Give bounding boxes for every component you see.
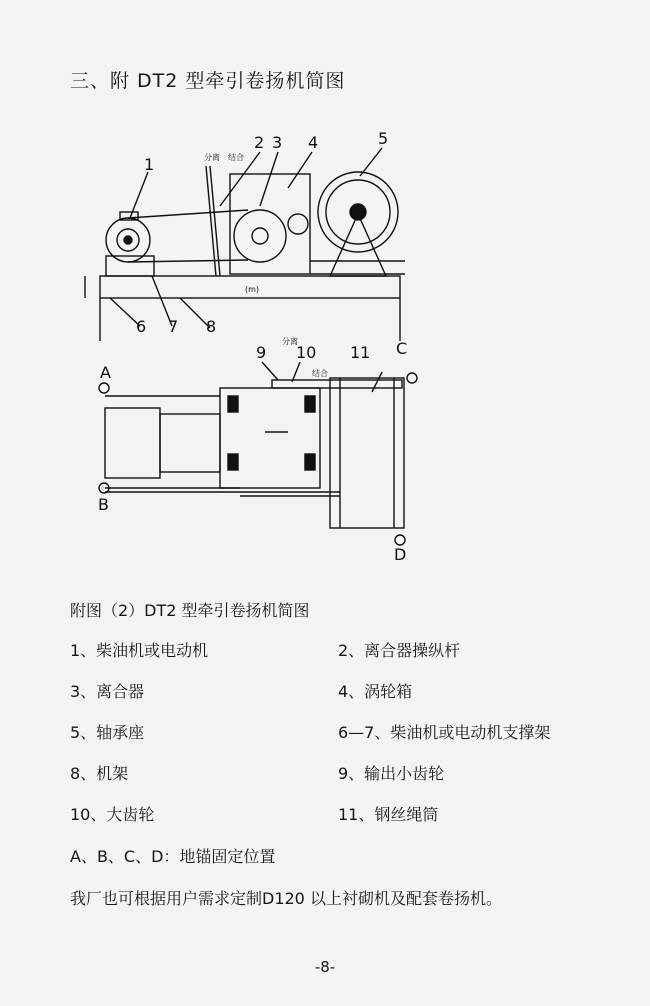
anchor-c: C	[396, 339, 408, 358]
legend-row	[70, 638, 630, 679]
callout-3: 3	[272, 133, 283, 152]
legend-item: 5、轴承座	[70, 723, 145, 742]
callout-9: 9	[256, 343, 267, 362]
legend-item: 3、离合器	[70, 682, 145, 701]
custom-order-note: 我厂也可根据用户需求定制D120 以上衬砌机及配套卷扬机。	[70, 889, 502, 908]
note-engage: 结合	[228, 153, 244, 162]
legend-row	[70, 802, 630, 843]
legend-item: 6—7、柴油机或电动机支撑架	[338, 723, 551, 742]
worm-gearbox	[230, 174, 310, 274]
callout-8: 8	[206, 317, 217, 336]
callout-7: 7	[168, 317, 179, 336]
anchor-note: A、B、C、D：地锚固定位置	[70, 847, 276, 866]
anchor-a: A	[100, 363, 111, 382]
plan-motor	[105, 408, 160, 478]
callout-4: 4	[308, 133, 319, 152]
callout-6: 6	[136, 317, 147, 336]
legend-item: 1、柴油机或电动机	[70, 641, 209, 660]
dimension-label: (m)	[245, 285, 260, 294]
callout-11: 11	[350, 343, 371, 362]
anchor-d: D	[394, 545, 407, 564]
legend-item: 11、钢丝绳筒	[338, 805, 439, 824]
figure-caption: 附图（2）DT2 型牵引卷扬机简图	[70, 601, 310, 620]
parts-legend	[70, 638, 630, 843]
legend-item: 4、涡轮箱	[338, 682, 413, 701]
legend-row	[70, 761, 630, 802]
legend-item: 10、大齿轮	[70, 805, 155, 824]
callout-2: 2	[254, 133, 265, 152]
anchor-b: B	[98, 495, 109, 514]
note-disengage: 分离	[204, 153, 220, 162]
callout-5: 5	[378, 129, 389, 148]
legend-row	[70, 720, 630, 761]
legend-item: 9、输出小齿轮	[338, 764, 445, 783]
note-disengage-plan: 分离	[282, 337, 298, 346]
legend-row	[70, 679, 630, 720]
winch-technical-drawing	[60, 126, 420, 576]
callout-1: 1	[144, 155, 155, 174]
legend-item: 8、机架	[70, 764, 129, 783]
note-engage-plan: 结合	[312, 369, 328, 378]
page-number: -8-	[314, 958, 336, 976]
callout-10: 10	[296, 343, 317, 362]
section-heading: 三、附 DT2 型牵引卷扬机简图	[70, 70, 346, 92]
legend-item: 2、离合器操纵杆	[338, 641, 461, 660]
plan-rope-drum	[330, 378, 404, 528]
